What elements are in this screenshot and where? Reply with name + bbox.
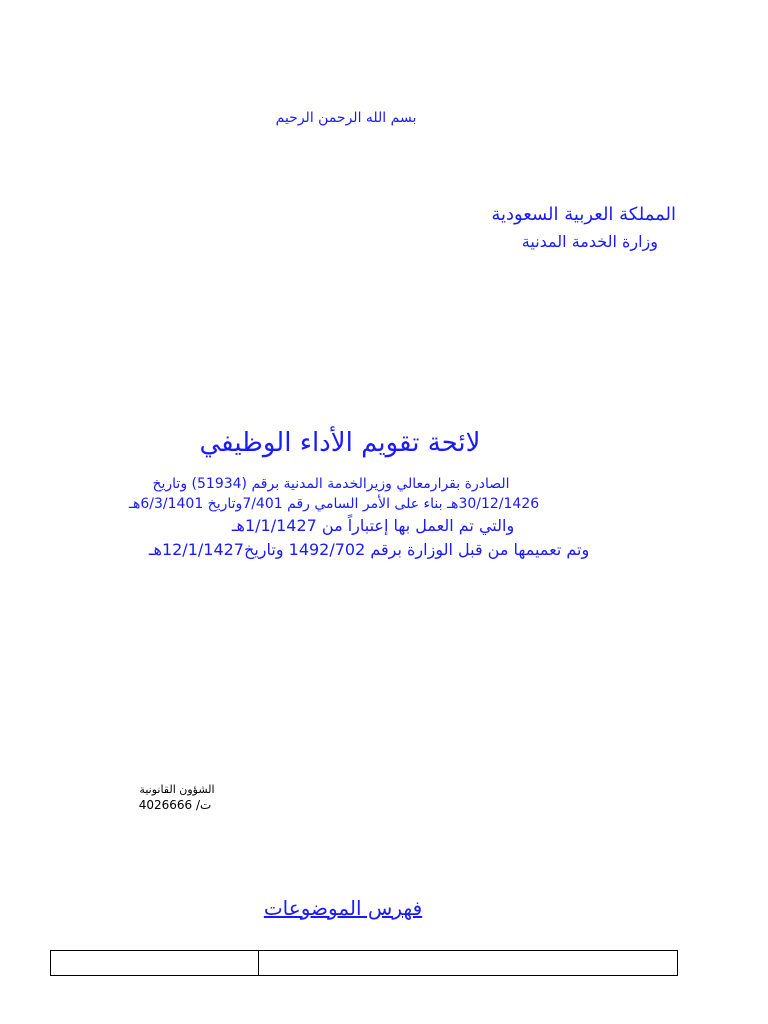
document-title: لائحة تقويم الأداء الوظيفي [199,428,481,458]
phone-number: ت/ 4026666 [138,798,212,812]
ministry-name: وزارة الخدمة المدنية [521,232,658,251]
table-of-contents-link[interactable]: فهرس الموضوعات [263,896,423,920]
table-of-contents-table [50,950,678,976]
table-cell [51,951,259,976]
circulation-line: وتم تعميمها من قبل الوزارة برقم 1492/702 وتاريخ12/1/1427هـ [148,540,590,559]
issued-decree-line-2: 30/12/1426هـ بناء على الأمر السامي رقم 7/401وتاريخ 6/3/1401هـ [128,496,540,512]
legal-affairs-label: الشؤون القانونية [139,783,215,796]
issued-decree-line-1: الصادرة بقرارمعالي وزيرالخدمة المدنية برقم (51934) وتاريخ [152,476,510,492]
effective-date-line: والتي تم العمل بها إعتباراً من 1/1/1427هـ [231,516,515,535]
table-cell [259,951,678,976]
table-row [51,951,678,976]
basmala-heading: بسم الله الرحمن الرحيم [275,110,417,126]
kingdom-name: المملكة العربية السعودية [491,204,676,225]
